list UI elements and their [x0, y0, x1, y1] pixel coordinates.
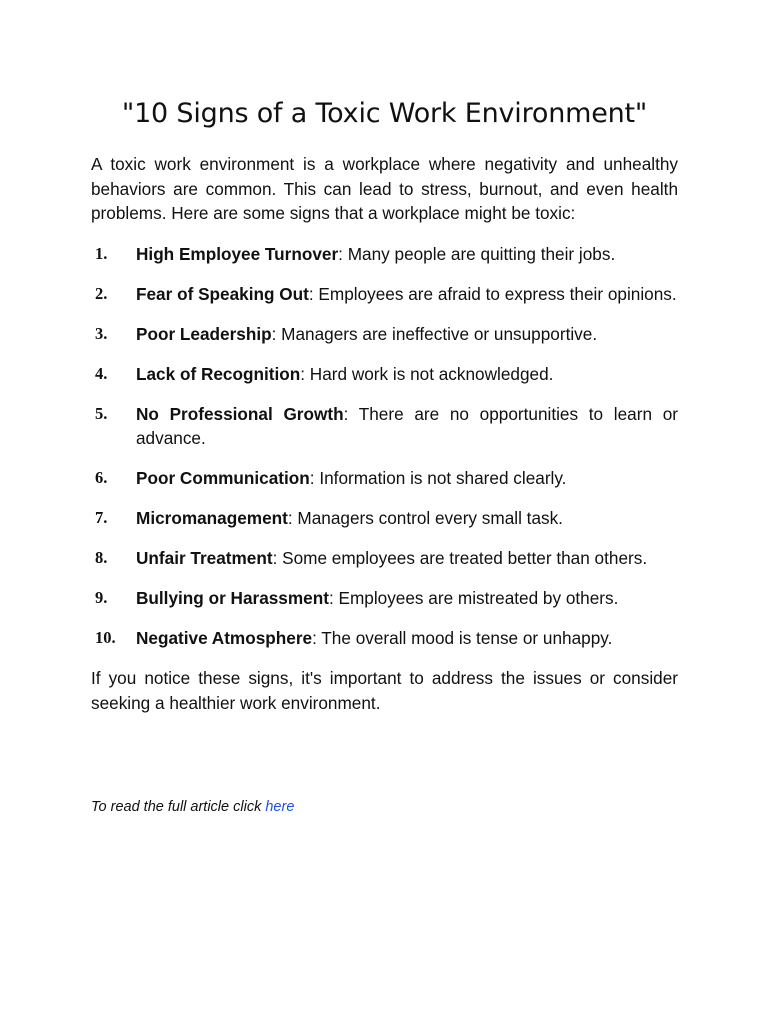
signs-list [91, 242, 678, 651]
article [91, 96, 678, 715]
read-more-link[interactable]: here [265, 799, 295, 815]
list-item-text [136, 506, 678, 531]
list-item [91, 626, 678, 651]
read-more-text: To read the full article click [91, 799, 266, 815]
list-item-number: 3. [95, 323, 108, 343]
list-item-term: No Professional Growth [136, 403, 344, 424]
list-item-term: Unfair Treatment [136, 548, 273, 568]
list-item-number: 4. [95, 363, 108, 383]
list-item-text [136, 362, 678, 387]
list-item-number: 9. [95, 588, 108, 607]
list-item-number: 10. [95, 628, 116, 647]
list-item-text [136, 242, 678, 267]
list-item-description: : Some employees are treated better than others. [272, 548, 648, 568]
list-item [91, 282, 678, 307]
list-item-number: 5. [95, 403, 108, 423]
list-item [91, 362, 678, 387]
list-item-term: Bullying or Harassment [136, 588, 329, 608]
list-item-term: Lack of Recognition [136, 363, 301, 384]
article-title: "10 Signs of a Toxic Work Environment" [121, 98, 648, 129]
list-item-number: 2. [95, 283, 108, 303]
list-item [91, 466, 678, 491]
list-item-term: Micromanagement [136, 508, 288, 528]
list-item [91, 242, 678, 267]
list-item-term: Fear of Speaking Out [136, 283, 309, 304]
list-item-term: Poor Leadership [136, 323, 272, 344]
list-item-description: : Managers are ineffective or unsupportive. [271, 323, 598, 344]
list-item-text [136, 466, 678, 491]
list-item-text [136, 322, 678, 347]
list-item [91, 402, 678, 451]
list-item-text [136, 586, 678, 611]
list-item-text [136, 546, 678, 571]
list-item-text [136, 282, 678, 307]
list-item [91, 322, 678, 347]
read-more-note [91, 797, 294, 817]
list-item [91, 506, 678, 531]
list-item-description: : Managers control every small task. [287, 508, 563, 528]
list-item-text [136, 402, 678, 451]
list-item-description: : The overall mood is tense or unhappy. [312, 628, 613, 648]
list-item-description: : There are no opportunities to learn or advance. [136, 403, 678, 448]
list-item-number: 8. [95, 548, 108, 567]
list-item-description: : Hard work is not acknowledged. [300, 363, 554, 384]
list-item-number: 1. [95, 243, 108, 263]
list-item-description: : Many people are quitting their jobs. [338, 243, 616, 264]
list-item-description: : Employees are mistreated by others. [328, 588, 619, 608]
list-item-number: 6. [95, 468, 108, 487]
list-item [91, 586, 678, 611]
list-item-term: Poor Communication [136, 468, 310, 488]
list-item-text [136, 626, 678, 651]
list-item-term: High Employee Turnover [136, 243, 339, 264]
list-item-description: : Employees are afraid to express their opinions. [308, 283, 677, 304]
list-item-number: 7. [95, 508, 108, 527]
list-item [91, 546, 678, 571]
list-item-description: : Information is not shared clearly. [309, 468, 567, 488]
closing-paragraph: If you notice these signs, it's important to address the issues or consider seeking a healthier work environment. [91, 668, 678, 713]
intro-paragraph: A toxic work environment is a workplace where negativity and unhealthy behaviors are common. This can lead to stress, burnout, and even health problems. Here are some signs that a workplace might be toxic: [91, 154, 678, 223]
list-item-term: Negative Atmosphere [136, 628, 313, 648]
